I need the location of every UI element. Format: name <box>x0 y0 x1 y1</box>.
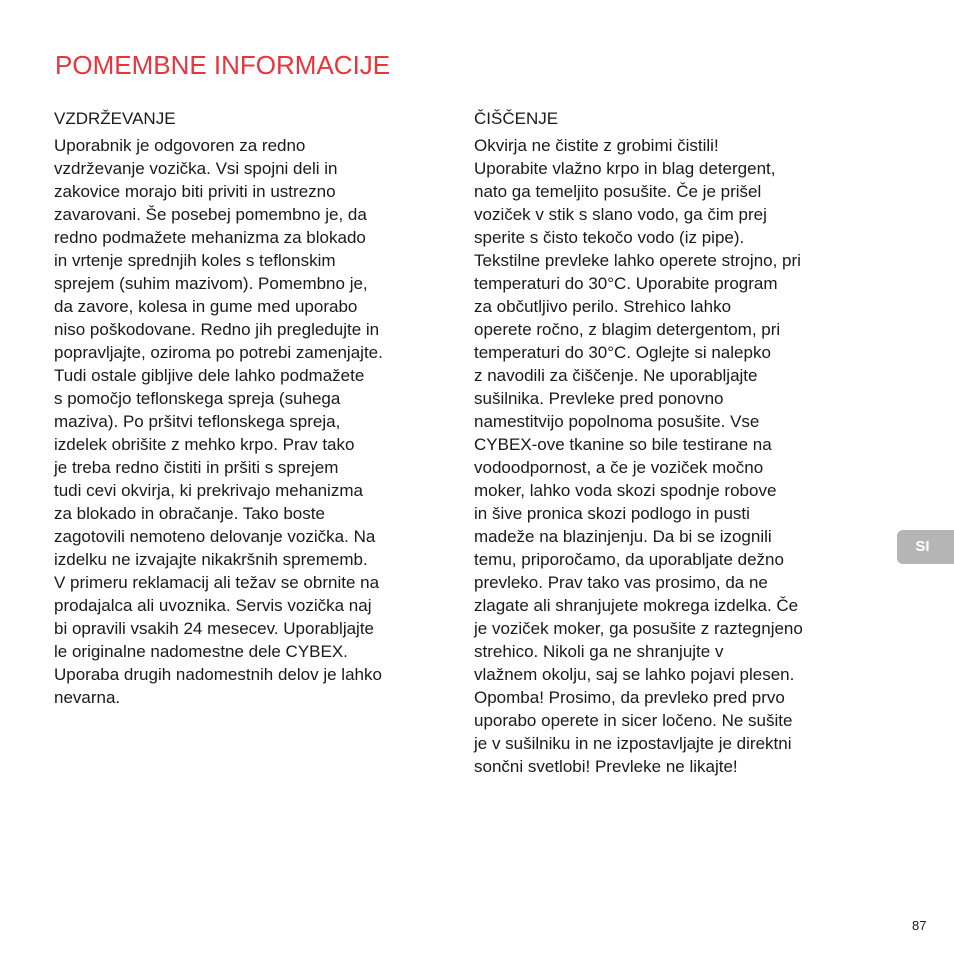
text-line: vzdrževanje vozička. Vsi spojni deli in <box>54 159 338 178</box>
text-line: je treba redno čistiti in pršiti s sprejem <box>54 458 339 477</box>
text-line: in šive pronica skozi podlogo in pusti <box>474 504 750 523</box>
text-line: bi opravili vsakih 24 mesecev. Uporabljajte <box>54 619 375 638</box>
text-line: Uporabnik je odgovoren za redno <box>54 136 306 155</box>
text-line: vodoodpornost, a če je voziček močno <box>474 458 764 477</box>
text-line: je voziček moker, ga posušite z raztegnjeno <box>474 619 803 638</box>
text-line: in vrtenje sprednjih koles s teflonskim <box>54 251 336 270</box>
text-line: je v sušilniku in ne izpostavljajte je direktni <box>474 734 792 753</box>
text-line: za občutljivo perilo. Strehico lahko <box>474 297 732 316</box>
text-line: strehico. Nikoli ga ne shranjujte v <box>474 642 724 661</box>
text-line: prevleko. Prav tako vas prosimo, da ne <box>474 573 768 592</box>
text-line: le originalne nadomestne dele CYBEX. <box>54 642 348 661</box>
text-line: prodajalca ali uvoznika. Servis vozička naj <box>54 596 372 615</box>
text-line: Opomba! Prosimo, da prevleko pred prvo <box>474 688 785 707</box>
text-line: sušilnika. Prevleke pred ponovno <box>474 389 724 408</box>
text-line: namestitvijo popolnoma posušite. Vse <box>474 412 760 431</box>
text-line: zakovice morajo biti priviti in ustrezno <box>54 182 336 201</box>
language-tab: SI <box>897 530 954 564</box>
text-line: Tudi ostale gibljive dele lahko podmažete <box>54 366 365 385</box>
text-line: z navodili za čiščenje. Ne uporabljajte <box>474 366 758 385</box>
text-line: temu, priporočamo, da uporabljate dežno <box>474 550 784 569</box>
text-line: nevarna. <box>54 688 121 707</box>
text-line: da zavore, kolesa in gume med uporabo <box>54 297 358 316</box>
text-line: sončni svetlobi! Prevleke ne likajte! <box>474 757 738 776</box>
maintenance-heading: VZDRŽEVANJE <box>54 109 176 128</box>
cleaning-heading: ČIŠČENJE <box>474 109 559 128</box>
text-line: izdelek obrišite z mehko krpo. Prav tako <box>54 435 355 454</box>
text-line: sperite s čisto tekočo vodo (iz pipe). <box>474 228 745 247</box>
text-line: Uporabite vlažno krpo in blag detergent, <box>474 159 776 178</box>
text-line: sprejem (suhim mazivom). Pomembno je, <box>54 274 368 293</box>
text-line: popravljajte, oziroma po potrebi zamenjajte. <box>54 343 383 362</box>
maintenance-body <box>54 134 444 709</box>
maintenance-section <box>54 107 444 709</box>
text-line: Uporaba drugih nadomestnih delov je lahko <box>54 665 382 684</box>
text-line: V primeru reklamacij ali težav se obrnite na <box>54 573 380 592</box>
text-line: maziva). Po pršitvi teflonskega spreja, <box>54 412 341 431</box>
text-line: vlažnem okolju, saj se lahko pojavi plesen. <box>474 665 795 684</box>
text-line: uporabo operete in sicer ločeno. Ne sušite <box>474 711 793 730</box>
text-line: nato ga temeljito posušite. Če je prišel <box>474 182 762 201</box>
text-line: redno podmažete mehanizma za blokado <box>54 228 366 247</box>
text-line: CYBEX-ove tkanine so bile testirane na <box>474 435 772 454</box>
text-line: tudi cevi okvirja, ki prekrivajo mehanizma <box>54 481 363 500</box>
text-line: madeže na blazinjenju. Da bi se izognili <box>474 527 772 546</box>
cleaning-section <box>474 107 864 778</box>
text-line: za blokado in obračanje. Tako boste <box>54 504 325 523</box>
text-line: voziček v stik s slano vodo, ga čim prej <box>474 205 767 224</box>
text-line: moker, lahko voda skozi spodnje robove <box>474 481 777 500</box>
text-line: temperaturi do 30°C. Uporabite program <box>474 274 778 293</box>
text-line: niso poškodovane. Redno jih pregledujte in <box>54 320 380 339</box>
page-title: POMEMBNE INFORMACIJE <box>55 50 391 80</box>
cleaning-body <box>474 134 864 778</box>
page-number: 87 <box>912 918 927 933</box>
text-line: izdelku ne izvajajte nikakršnih sprememb. <box>54 550 368 569</box>
text-line: operete ročno, z blagim detergentom, pri <box>474 320 781 339</box>
text-line: zlagate ali shranjujete mokrega izdelka. Če <box>474 596 799 615</box>
text-line: Okvirja ne čistite z grobimi čistili! <box>474 136 719 155</box>
text-line: s pomočjo teflonskega spreja (suhega <box>54 389 341 408</box>
text-line: zavarovani. Še posebej pomembno je, da <box>54 205 367 224</box>
text-line: temperaturi do 30°C. Oglejte si nalepko <box>474 343 771 362</box>
text-line: Tekstilne prevleke lahko operete strojno, pri <box>474 251 801 270</box>
text-line: zagotovili nemoteno delovanje vozička. Na <box>54 527 376 546</box>
